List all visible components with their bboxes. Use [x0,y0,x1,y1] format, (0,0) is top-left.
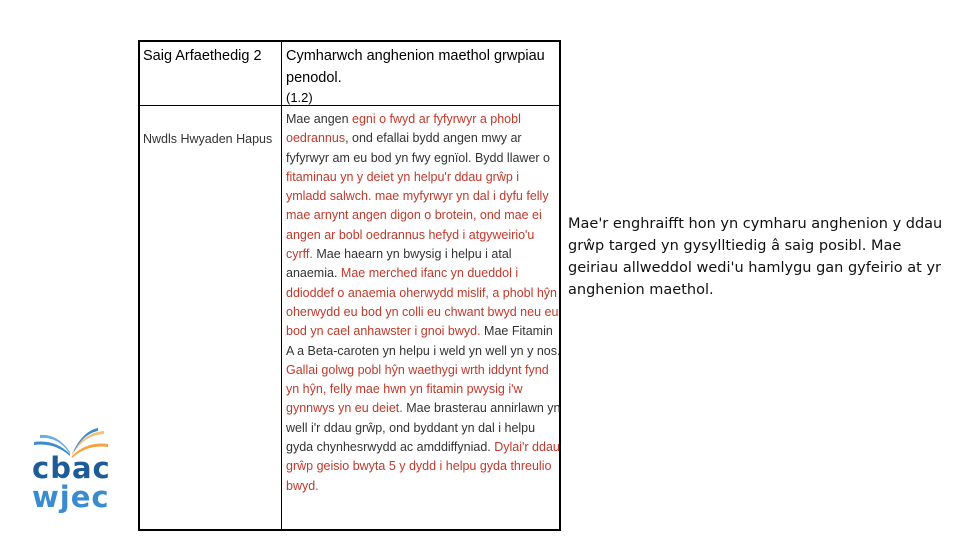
header-task-label [286,45,558,107]
highlighted-key-phrase: Dylai'r ddau grŵp geisio bwyta 5 y dydd i helpu gyda threulio bwyd. [286,440,560,493]
body-text-segment: , ond efallai bydd angen mwy ar fyfyrwyr am eu bod yn fwy egnïol. Bydd llawer o [286,131,551,165]
comparison-table [138,40,561,531]
body-text-segment: Mae Fitamin A a Beta-caroten yn helpu i weld yn well yn y nos. [286,324,561,358]
highlighted-key-phrase: Mae merched ifanc yn dueddol i ddioddef o anaemia oherwydd mislif, a phobl hŷn oherwydd eu bod yn colli eu chwant bwyd neu eu bod yn cael anhawster i gnoi bwyd. [286,266,559,339]
highlighted-key-phrase: fitaminau yn y deiet yn helpu'r ddau grŵp i ymladd salwch. mae myfyrwyr yn dal i dyfu felly mae arnynt angen digon o brotein, ond mae ei angen ar bobl oedrannus hefyd i atgyweirio'u cyrff. [286,169,549,262]
header-task-text: Cymharwch anghenion maethol grwpiau penodol. [286,48,545,86]
highlighted-key-phrase: egni o fwyd ar fyfyrwyr a phobl oedrannus [286,112,521,146]
logo-text-wjec: wjec [32,480,110,514]
highlighted-key-phrase: Gallai golwg pobl hŷn waethygi wrth iddynt fynd yn hŷn, felly mae hwn yn fitamin pwysig i'w gynnwys yn eu deiet. [286,362,549,416]
cbac-wjec-logo [30,428,112,516]
explanation-note: Mae'r enghraifft hon yn cymharu anghenion y ddau grŵp targed yn gysylltiedig â saig posibl. Mae geiriau allweddol wedi'u hamlygu gan gyfeirio at yr anghenion maethol. [568,216,943,298]
logo-text-cbac: cbac [32,451,111,485]
dish-name: Nwdls Hwyaden Hapus [143,132,273,146]
body-text-segment: Mae haearn yn bwysig i helpu i atal anaemia. [286,247,512,281]
header-dish-label: Saig Arfaethedig 2 [143,48,262,64]
body-text-segment: Mae angen [286,112,353,126]
body-text-segment: Mae brasterau annirlawn yn well i'r ddau grŵp, ond byddant yn dal i helpu gyda chynhesrwydd ac amddiffyniad. [286,401,561,455]
column-divider [281,42,282,529]
nutrition-comparison-text [286,110,561,496]
header-task-ref: (1.2) [286,90,313,105]
